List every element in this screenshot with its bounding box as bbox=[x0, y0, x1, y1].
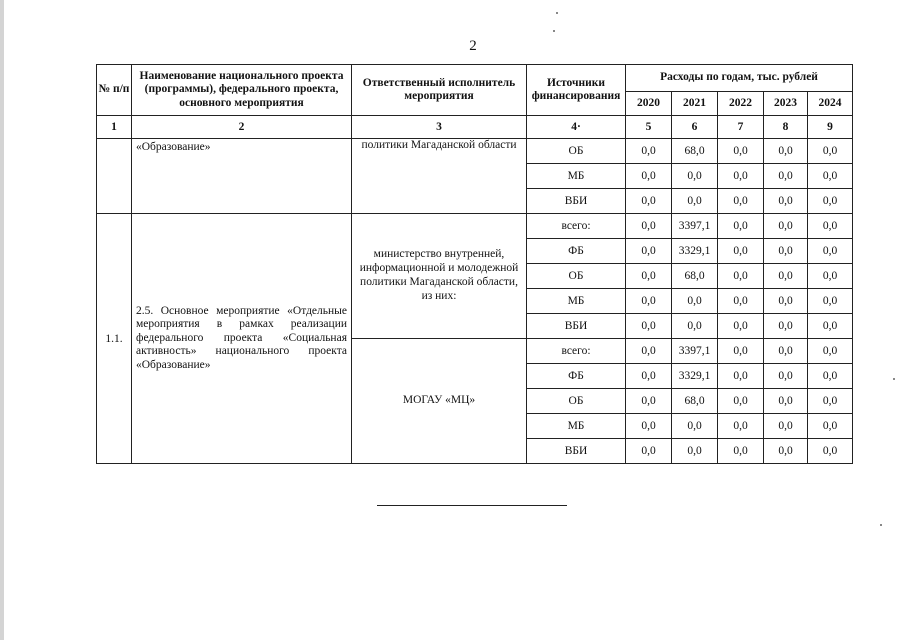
header-expenses: Расходы по годам, тыс. рублей bbox=[626, 65, 853, 92]
expense-value: 0,0 bbox=[808, 439, 853, 464]
column-index: 9 bbox=[808, 116, 853, 139]
activity-name: «Образование» bbox=[132, 139, 352, 214]
column-index: 6 bbox=[672, 116, 718, 139]
expense-value: 0,0 bbox=[626, 189, 672, 214]
expense-value: 0,0 bbox=[764, 139, 808, 164]
expense-value: 0,0 bbox=[626, 439, 672, 464]
expense-value: 0,0 bbox=[718, 189, 764, 214]
expense-value: 0,0 bbox=[626, 314, 672, 339]
expense-value: 0,0 bbox=[672, 289, 718, 314]
responsible-executor: политики Магаданской области bbox=[352, 139, 527, 214]
expense-value: 0,0 bbox=[808, 289, 853, 314]
funding-source: всего: bbox=[527, 214, 626, 239]
column-index: 5 bbox=[626, 116, 672, 139]
scan-left-edge bbox=[0, 0, 4, 640]
column-index: 1 bbox=[97, 116, 132, 139]
expense-value: 0,0 bbox=[808, 264, 853, 289]
expense-value: 3397,1 bbox=[672, 214, 718, 239]
row-number: 1.1. bbox=[97, 214, 132, 464]
expense-value: 0,0 bbox=[718, 389, 764, 414]
header-num: № п/п bbox=[97, 65, 132, 116]
funding-source: МБ bbox=[527, 414, 626, 439]
expense-value: 0,0 bbox=[764, 164, 808, 189]
expense-value: 0,0 bbox=[718, 439, 764, 464]
year-header: 2021 bbox=[672, 92, 718, 116]
table-row bbox=[97, 214, 853, 239]
expense-value: 0,0 bbox=[764, 414, 808, 439]
funding-source: ФБ bbox=[527, 239, 626, 264]
expense-value: 0,0 bbox=[718, 364, 764, 389]
expense-value: 0,0 bbox=[764, 189, 808, 214]
year-header: 2020 bbox=[626, 92, 672, 116]
expense-value: 0,0 bbox=[626, 289, 672, 314]
expense-value: 0,0 bbox=[626, 364, 672, 389]
row-number-cell bbox=[97, 139, 132, 214]
expense-value: 0,0 bbox=[718, 164, 764, 189]
page-number: 2 bbox=[469, 38, 477, 54]
header-responsible: Ответственный исполнитель мероприятия bbox=[352, 65, 527, 116]
expense-value: 0,0 bbox=[672, 314, 718, 339]
expense-value: 0,0 bbox=[808, 314, 853, 339]
funding-source: ОБ bbox=[527, 139, 626, 164]
expense-value: 0,0 bbox=[764, 214, 808, 239]
expense-value: 0,0 bbox=[718, 264, 764, 289]
expense-value: 0,0 bbox=[718, 414, 764, 439]
responsible-executor: МОГАУ «МЦ» bbox=[352, 339, 527, 464]
expense-value: 0,0 bbox=[764, 314, 808, 339]
expense-value: 0,0 bbox=[672, 414, 718, 439]
expense-value: 0,0 bbox=[808, 364, 853, 389]
expense-value: 0,0 bbox=[764, 439, 808, 464]
expense-value: 0,0 bbox=[718, 214, 764, 239]
column-index: 8 bbox=[764, 116, 808, 139]
year-header: 2022 bbox=[718, 92, 764, 116]
expense-value: 0,0 bbox=[626, 139, 672, 164]
header-name: Наименование национального проекта (программы), федерального проекта, основного мероприятия bbox=[132, 65, 352, 116]
expense-value: 0,0 bbox=[718, 139, 764, 164]
header-source: Источники финансирования bbox=[527, 65, 626, 116]
expense-value: 3397,1 bbox=[672, 339, 718, 364]
expense-value: 0,0 bbox=[718, 289, 764, 314]
table-row bbox=[97, 139, 853, 164]
expense-value: 0,0 bbox=[764, 339, 808, 364]
funding-source: ВБИ bbox=[527, 439, 626, 464]
expense-value: 0,0 bbox=[718, 314, 764, 339]
expense-value: 0,0 bbox=[672, 439, 718, 464]
funding-source: ВБИ bbox=[527, 189, 626, 214]
expense-value: 0,0 bbox=[764, 264, 808, 289]
year-header: 2024 bbox=[808, 92, 853, 116]
funding-source: МБ bbox=[527, 289, 626, 314]
expense-value: 3329,1 bbox=[672, 364, 718, 389]
expense-value: 0,0 bbox=[764, 364, 808, 389]
expense-value: 0,0 bbox=[808, 239, 853, 264]
expense-value: 0,0 bbox=[672, 164, 718, 189]
funding-source: ОБ bbox=[527, 389, 626, 414]
expense-value: 0,0 bbox=[764, 289, 808, 314]
expense-value: 0,0 bbox=[808, 339, 853, 364]
expense-value: 0,0 bbox=[718, 339, 764, 364]
expense-value: 68,0 bbox=[672, 139, 718, 164]
expense-value: 0,0 bbox=[808, 189, 853, 214]
expense-value: 0,0 bbox=[626, 164, 672, 189]
column-index: 4· bbox=[527, 116, 626, 139]
expense-value: 0,0 bbox=[626, 239, 672, 264]
column-index: 3 bbox=[352, 116, 527, 139]
expense-value: 0,0 bbox=[626, 214, 672, 239]
funding-source: ВБИ bbox=[527, 314, 626, 339]
expense-value: 0,0 bbox=[626, 339, 672, 364]
column-index: 7 bbox=[718, 116, 764, 139]
expense-value: 0,0 bbox=[718, 239, 764, 264]
expense-value: 0,0 bbox=[626, 414, 672, 439]
funding-source: МБ bbox=[527, 164, 626, 189]
funding-source: ОБ bbox=[527, 264, 626, 289]
scan-speck bbox=[556, 12, 558, 14]
expense-value: 0,0 bbox=[808, 214, 853, 239]
funding-source: ФБ bbox=[527, 364, 626, 389]
scan-speck bbox=[553, 30, 555, 32]
expense-value: 3329,1 bbox=[672, 239, 718, 264]
expense-value: 0,0 bbox=[764, 389, 808, 414]
expense-value: 68,0 bbox=[672, 264, 718, 289]
expense-value: 0,0 bbox=[672, 189, 718, 214]
expense-value: 68,0 bbox=[672, 389, 718, 414]
activity-name: 2.5. Основное мероприятие «Отдельные мероприятия в рамках реализации федерального проекта «Социальная активность» национального проекта «Образование» bbox=[132, 214, 352, 464]
budget-table bbox=[96, 64, 853, 464]
funding-source: всего: bbox=[527, 339, 626, 364]
expense-value: 0,0 bbox=[808, 164, 853, 189]
end-separator-line bbox=[377, 505, 567, 506]
expense-value: 0,0 bbox=[808, 389, 853, 414]
responsible-executor: министерство внутренней, информационной и молодежной политики Магаданской области, из них: bbox=[352, 214, 527, 339]
column-index: 2 bbox=[132, 116, 352, 139]
expense-value: 0,0 bbox=[764, 239, 808, 264]
scan-speck bbox=[893, 378, 895, 380]
expense-value: 0,0 bbox=[626, 264, 672, 289]
scan-speck bbox=[880, 524, 882, 526]
expense-value: 0,0 bbox=[808, 139, 853, 164]
expense-value: 0,0 bbox=[808, 414, 853, 439]
year-header: 2023 bbox=[764, 92, 808, 116]
expense-value: 0,0 bbox=[626, 389, 672, 414]
